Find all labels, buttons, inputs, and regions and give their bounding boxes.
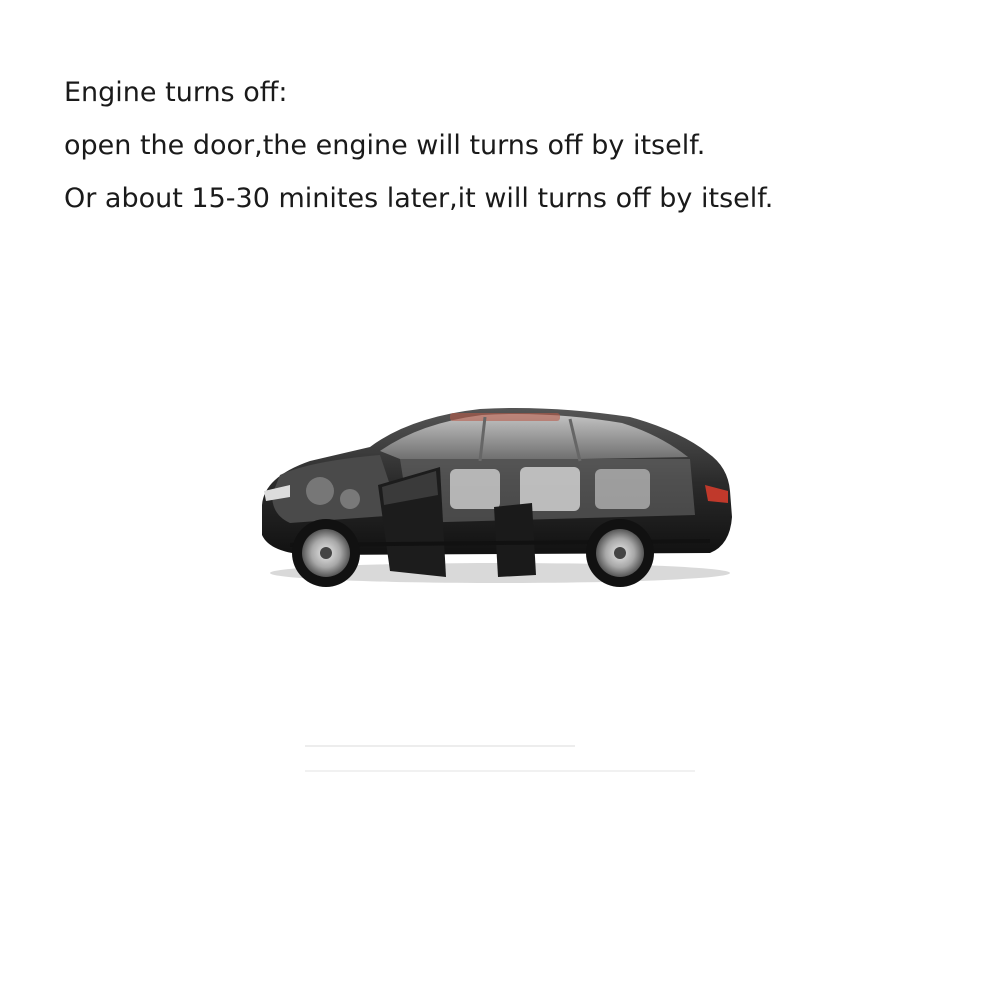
instruction-text [64,66,773,225]
instruction-line-1: open the door,the engine will turns off by itself. [64,130,706,161]
car-door-open-icon [250,395,740,595]
instruction-line-2: Or about 15-30 minites later,it will turns off by itself. [64,183,774,214]
heading: Engine turns off: [64,77,288,108]
faint-reflection-line [305,770,695,772]
faint-reflection-line [305,745,575,747]
